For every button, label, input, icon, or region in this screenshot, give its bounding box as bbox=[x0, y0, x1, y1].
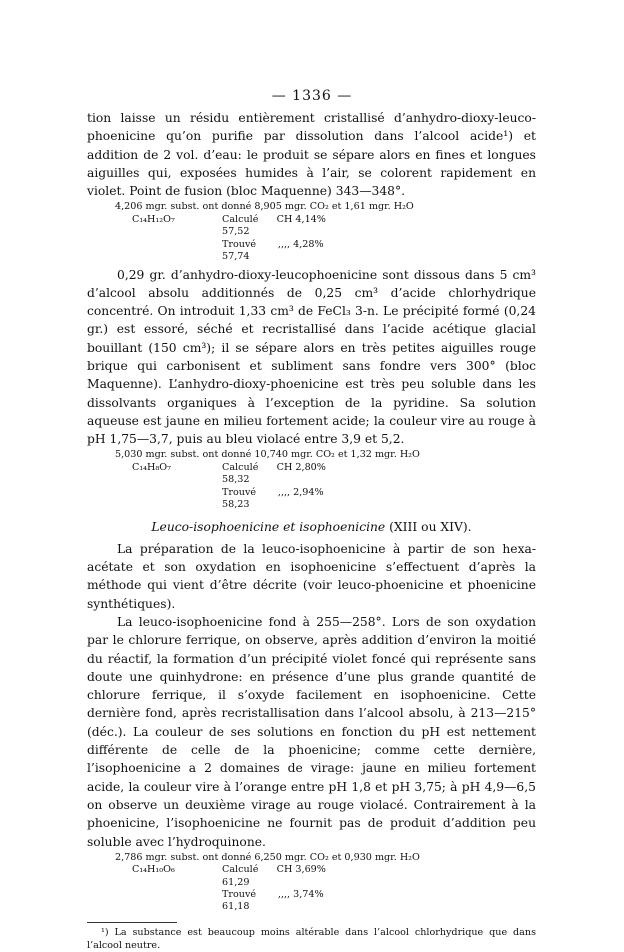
paragraph-4: La leuco-isophoenicine fond à 255—258°. Lors de son oxydation par le chlorure ferrique, on observe, après addition d’environ la moitié du réactif, la formation d’un précipité violet foncé qui représente sans doute une quinhydrone: en présence d’une plus grande quantité de chlorure ferrique, il s’oxyde facilement en isophoenicine. Cette dernière fond, après recristallisation dans l’alcool absolu, à 213—215° (déc.). La couleur de ses solutions en fonction du pH est nettement différente de celle de la phoenicine; comme cette dernière, l’isophoenicine a 2 domaines de virage: jaune en milieu fortement acide, la couleur vire à l’orange entre pH 1,8 et pH 3,75; à pH 4,9—6,5 on observe un deuxième virage au rouge violacé. Contrairement à la phoenicine, l’isophoenicine ne fournit pas de produit d’addition peu soluble avec l’hydroquinone. bbox=[87, 615, 536, 849]
analysis-2-calc-h: H 2,80% bbox=[284, 461, 326, 473]
analysis-1-found-row bbox=[87, 239, 536, 264]
analysis-1-found-label: Trouvé ,, 57,74 bbox=[222, 238, 284, 263]
analysis-1-calc-row bbox=[87, 214, 536, 239]
analysis-3-found-label: Trouvé ,, 61,18 bbox=[222, 889, 284, 913]
section-heading-italic: Leuco-isophoenicine et isophoenicine bbox=[151, 519, 386, 534]
page-body bbox=[87, 109, 536, 952]
analysis-3-found-h: ,, 3,74% bbox=[284, 889, 324, 901]
analysis-1-line: 4,206 mgr. subst. ont donné 8,905 mgr. CO₂ et 1,61 mgr. H₂O bbox=[115, 201, 414, 213]
analysis-3-found-row bbox=[87, 889, 536, 914]
footnote-rule bbox=[87, 922, 177, 923]
analysis-2-found-row bbox=[87, 487, 536, 512]
paragraph-3: La préparation de la leuco-isophoenicine à partir de son hexa-acétate et son oxydation en isophoenicine s’effectuent d’après la méthode qui vient d’être décrite (voir leuco-phoenicine et phoenicine synthétiques). bbox=[87, 541, 536, 611]
section-heading-roman: (XIII ou XIV). bbox=[385, 519, 472, 534]
footnote: ¹) La substance est beaucoup moins altérable dans l’alcool chlorhydrique que dans l’alcool neutre. bbox=[87, 926, 536, 951]
analysis-3-line: 2,786 mgr. subst. ont donné 6,250 mgr. CO₂ et 0,930 mgr. H₂O bbox=[115, 851, 420, 863]
elemental-analysis-2 bbox=[87, 449, 536, 511]
analysis-2-found-label: Trouvé ,, 58,23 bbox=[222, 486, 284, 511]
elemental-analysis-1 bbox=[87, 201, 536, 263]
section-heading bbox=[87, 518, 536, 536]
analysis-2-calc-label: Calculé C 58,32 bbox=[222, 461, 284, 486]
analysis-3-formula: C₁₄H₁₀O₆ bbox=[132, 864, 175, 876]
paragraph-2: 0,29 gr. d’anhydro-dioxy-leucophoenicine sont dissous dans 5 cm³ d’alcool absolu additionnés de 0,25 cm³ d’acide chlorhydrique concentré. On introduit 1,33 cm³ de FeCl₃ 3-n. Le précipité formé (0,24 gr.) est essoré, séché et recristallisé dans l’acide acétique glacial bouillant (150 cm³); il se sépare alors en très petites aiguilles rouge brique qui carbonisent et subliment sans fondre vers 300° (bloc Maquenne). L’anhydro-dioxy-phoenicine est très peu soluble dans les dissolvants organiques à l’exception de la pyridine. Sa solution aqueuse est jaune en milieu fortement acide; la couleur vire au rouge à pH 1,75—3,7, puis au bleu violacé entre 3,9 et 5,2. bbox=[87, 267, 536, 447]
elemental-analysis-3 bbox=[87, 852, 536, 914]
analysis-3-calc-h: H 3,69% bbox=[284, 864, 326, 876]
paragraph-1: tion laisse un résidu entièrement cristallisé d’anhydro-dioxy-leuco-phoenicine qu’on purifie par dissolution dans l’alcool acide¹) et addition de 2 vol. d’eau: le produit se sépare alors en fines et longues aiguilles qui, exposées humides à l’air, se colorent rapidement en violet. Point de fusion (bloc Maquenne) 343—348°. bbox=[87, 111, 536, 199]
analysis-3-calc-row bbox=[87, 864, 536, 889]
analysis-1-calc-label: Calculé C 57,52 bbox=[222, 213, 284, 238]
analysis-1-found-h: ,, 4,28% bbox=[284, 238, 324, 250]
analysis-3-calc-label: Calculé C 61,29 bbox=[222, 864, 284, 888]
analysis-1-formula: C₁₄H₁₂O₇ bbox=[132, 213, 175, 225]
page-number: — 1336 — bbox=[271, 88, 353, 104]
analysis-2-formula: C₁₄H₈O₇ bbox=[132, 461, 171, 473]
analysis-2-line: 5,030 mgr. subst. ont donné 10,740 mgr. CO₂ et 1,32 mgr. H₂O bbox=[115, 449, 420, 461]
analysis-2-calc-row bbox=[87, 462, 536, 487]
analysis-2-found-h: ,, 2,94% bbox=[284, 486, 324, 498]
analysis-1-calc-h: H 4,14% bbox=[284, 213, 326, 225]
